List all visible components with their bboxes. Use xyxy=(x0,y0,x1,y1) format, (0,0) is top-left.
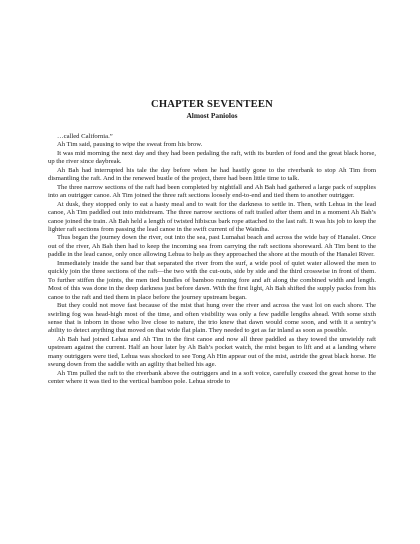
paragraph: Ah Tim said, pausing to wipe the sweat from his brow. xyxy=(57,141,203,149)
chapter-body xyxy=(48,133,376,387)
paragraph: …called California.” xyxy=(57,133,113,140)
paragraph: Ah Bah had interrupted his tale the day before when he had hastily gone to the riverbank to stop Ah Tim from dismantling the raft. And in the renewed bustle of the project, there had been little time to talk. xyxy=(48,166,376,183)
paragraph: Thus began the journey down the river, out into the sea, past Lumahai beach and across the wide bay of Hanalei. Once out of the river, Ah Bah then had to keep the incoming sea from carrying the raft sections shoreward. Ah Tim bent to the paddle in the lead canoe, only once allowing Lehua to help as they approached the shore at the mouth of the Hanalei River. xyxy=(48,234,376,259)
paragraph: Ah Bah had joined Lehua and Ah Tim in the first canoe and now all three paddled as they towed the unwieldy raft upstream against the current. Half an hour later by Ah Bah’s pocket watch, the mist began to lift and at a landing where many outriggers were tied, Lehua was shocked to see Tong Ah Hin appear out of the mist, astride the great black horse. He swung down from the saddle with an agility that belied his age. xyxy=(48,335,376,369)
chapter-title: CHAPTER SEVENTEEN xyxy=(150,99,274,110)
paragraph: At dusk, they stopped only to eat a hasty meal and to wait for the darkness to settle in. Then, with Lehua in the lead canoe, Ah Tim paddled out into midstream. The three narrow sections of raft trailed after them and in a moment Ah Bah’s canoe joined the train. Ah Bah held a length of twisted hibiscus bark rope attached to the last raft. It was his job to keep the lighter raft sections from passing the lead canoe in the swift current of the Wainiha. xyxy=(48,200,376,233)
chapter-heading xyxy=(48,99,376,120)
paragraph: Ah Tim pulled the raft to the riverbank above the outriggers and in a soft voice, carefully coaxed the great horse to the center where it was tied to the vertical bamboo pole. Lehua strode to xyxy=(48,369,376,386)
paragraph: Immediately inside the sand bar that separated the river from the surf, a wide pool of quiet water allowed the men to quickly join the three sections of the raft—the two with the cut-outs, side by side and the third crosswise in front of them. To further stiffen the joints, the men tied bundles of bamboo running fore and aft along the combined width and length. Most of this was done in the deep darkness just before dawn. With the first light, Ah Bah shifted the supply packs from his canoe to the raft and tied them in place before the journey upstream began. xyxy=(48,259,376,301)
paragraph: The three narrow sections of the raft had been completed by nightfall and Ah Bah had gathered a large pack of supplies into an outrigger canoe. Ah Tim joined the three raft sections loosely end-to-end and tied them to another outrigger. xyxy=(48,183,376,200)
chapter-subtitle: Almost Paniolos xyxy=(186,111,238,120)
book-page xyxy=(48,99,376,387)
paragraph: It was mid morning the next day and they had been pedaling the raft, with its burden of food and the great black horse, up the river since daybreak. xyxy=(48,149,376,166)
paragraph: But they could not move fast because of the mist that hung over the river and across the vast loi on each shore. The swirling fog was head-high most of the time, and often visibility was only a few paddle lengths ahead. With some sixth sense that is inborn in those who live close to nature, the trio knew that dawn would come soon, and with it a sentry’s ability to detect anything that moved on that wide flat plain. They needed to get as far inland as soon as possible. xyxy=(48,302,376,335)
